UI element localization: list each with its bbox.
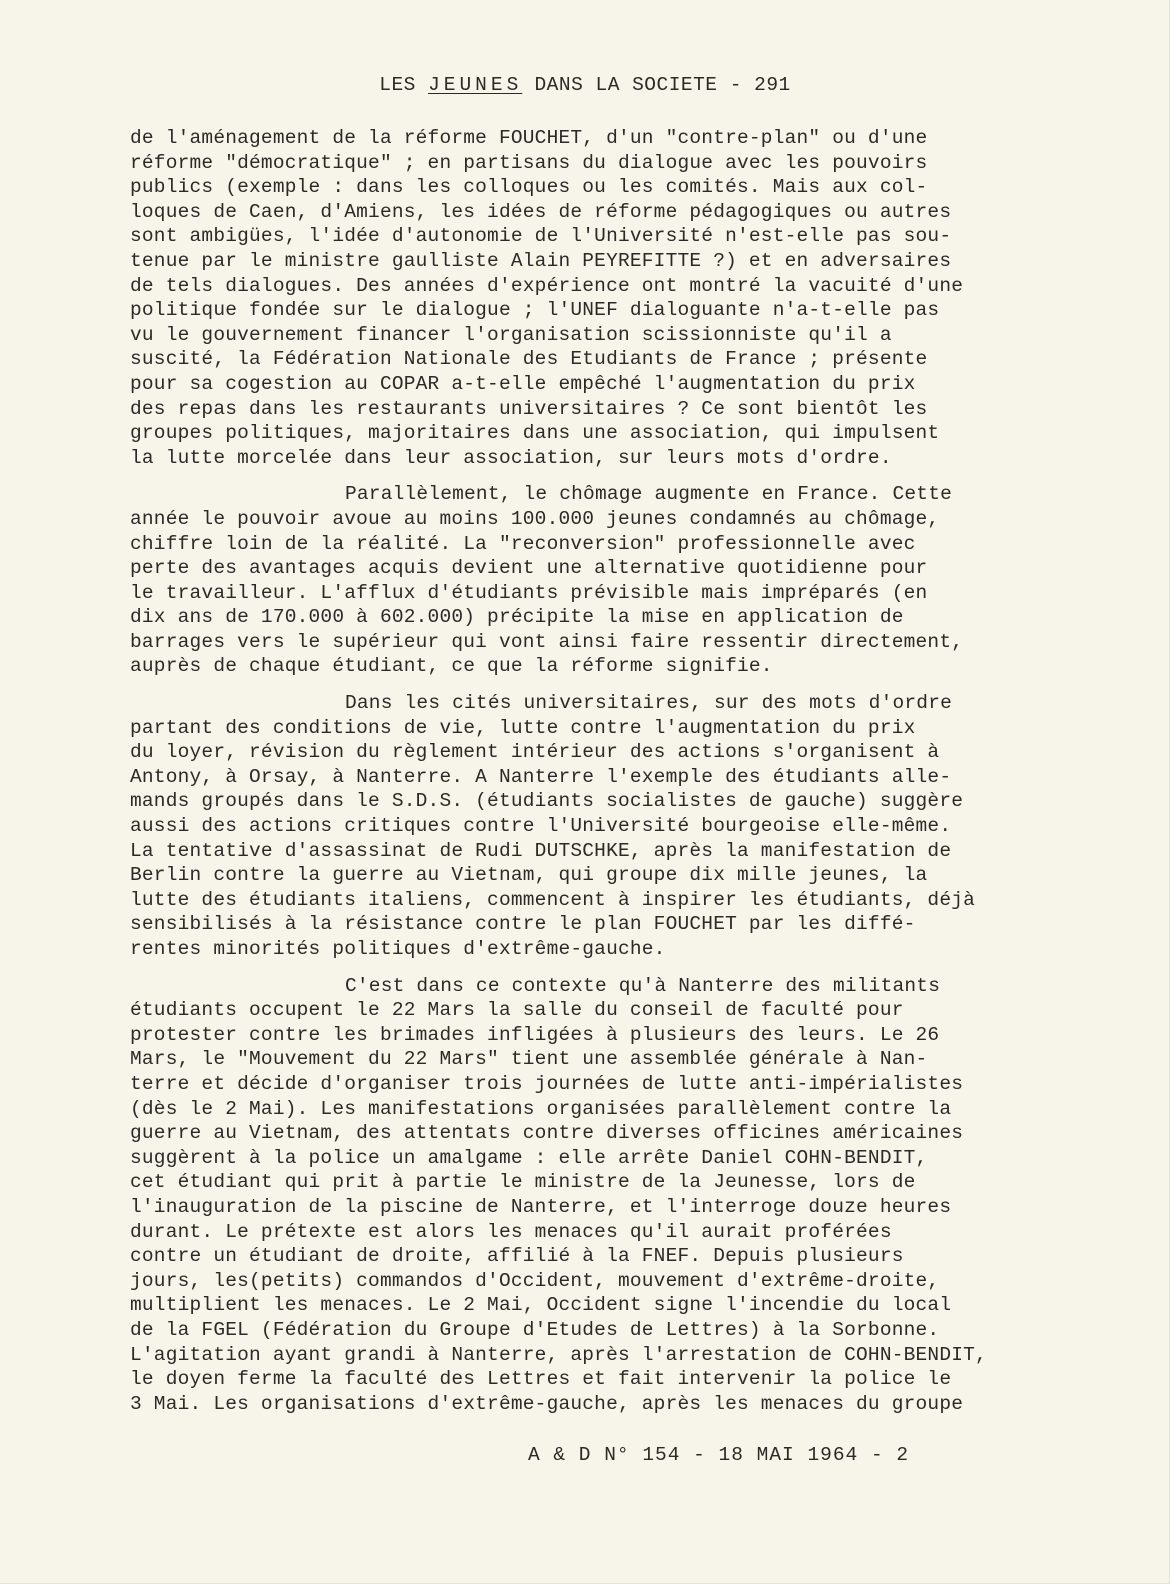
paragraph xyxy=(130,482,1046,679)
text-line: tenue par le ministre gaulliste Alain PEYREFITTE ?) et en adversaires xyxy=(130,249,952,272)
text-line: publics (exemple : dans les colloques ou les comités. Mais aux col- xyxy=(130,176,928,199)
text-line: l'inauguration de la piscine de Nanterre, et l'interroge douze heures xyxy=(130,1195,952,1218)
text-line: suggèrent à la police un amalgame : elle arrête Daniel COHN-BENDIT, xyxy=(130,1146,928,1169)
text-line: de la FGEL (Fédération du Groupe d'Etudes de Lettres) à la Sorbonne. xyxy=(130,1318,940,1341)
text-line: sont ambigües, l'idée d'autonomie de l'Université n'est-elle pas sou- xyxy=(130,225,952,248)
text-line: politique fondée sur le dialogue ; l'UNEF dialoguante n'a-t-elle pas xyxy=(130,299,940,322)
text-line: des repas dans les restaurants universitaires ? Ce sont bientôt les xyxy=(130,397,928,420)
text-line: aussi des actions critiques contre l'Université bourgeoise elle-même. xyxy=(130,815,952,838)
text-line: guerre au Vietnam, des attentats contre diverses officines américaines xyxy=(130,1122,964,1145)
text-line: chiffre loin de la réalité. La "reconversion" professionnelle avec xyxy=(130,532,916,555)
text-line: de tels dialogues. Des années d'expérience ont montré la vacuité d'une xyxy=(130,274,964,297)
paragraph-gap xyxy=(130,679,1046,691)
text-line: auprès de chaque étudiant, ce que la réforme signifie. xyxy=(130,655,773,678)
text-line: (dès le 2 Mai). Les manifestations organisées parallèlement contre la xyxy=(130,1097,952,1120)
text-line: 3 Mai. Les organisations d'extrême-gauche, après les menaces du groupe xyxy=(130,1392,964,1415)
text-line: L'agitation ayant grandi à Nanterre, après l'arrestation de COHN-BENDIT, xyxy=(130,1343,987,1366)
text-line: lutte des étudiants italiens, commencent à inspirer les étudiants, déjà xyxy=(130,888,976,911)
text-line: Parallèlement, le chômage augmente en France. Cette xyxy=(345,483,952,506)
text-line: Dans les cités universitaires, sur des mots d'ordre xyxy=(345,692,952,715)
text-line: de l'aménagement de la réforme FOUCHET, d'un "contre-plan" ou d'une xyxy=(130,127,928,149)
body-text xyxy=(130,126,1046,1416)
text-line: barrages vers le supérieur qui vont ainsi faire ressentir directement, xyxy=(130,630,964,653)
text-line: Antony, à Orsay, à Nanterre. A Nanterre l'exemple des étudiants alle- xyxy=(130,765,952,788)
text-line: le doyen ferme la faculté des Lettres et fait intervenir la police le xyxy=(130,1368,952,1391)
text-line: jours, les(petits) commandos d'Occident, mouvement d'extrême-droite, xyxy=(130,1269,940,1292)
text-line: protester contre les brimades infligées à plusieurs des leurs. Le 26 xyxy=(130,1023,940,1046)
text-line: étudiants occupent le 22 Mars la salle du conseil de faculté pour xyxy=(130,999,904,1022)
paragraph xyxy=(130,974,1046,1417)
paragraph xyxy=(130,126,1046,470)
text-line: la lutte morcelée dans leur association, sur leurs mots d'ordre. xyxy=(130,446,892,469)
text-line: partant des conditions de vie, lutte contre l'augmentation du prix xyxy=(130,716,916,739)
running-header xyxy=(0,74,1170,96)
text-line: le travailleur. L'afflux d'étudiants prévisible mais impréparés (en xyxy=(130,581,928,604)
text-line: pour sa cogestion au COPAR a-t-elle empêché l'augmentation du prix xyxy=(130,372,916,395)
text-line: suscité, la Fédération Nationale des Etudiants de France ; présente xyxy=(130,348,928,371)
paragraph-gap xyxy=(130,470,1046,482)
text-line: vu le gouvernement financer l'organisation scissionniste qu'il a xyxy=(130,323,892,346)
text-line: dix ans de 170.000 à 602.000) précipite la mise en application de xyxy=(130,606,904,629)
text-line: cet étudiant qui prit à partie le ministre de la Jeunesse, lors de xyxy=(130,1171,916,1194)
text-line: La tentative d'assassinat de Rudi DUTSCHKE, après la manifestation de xyxy=(130,839,952,862)
header-suffix: DANS LA SOCIETE - 291 xyxy=(522,74,791,96)
text-line: loques de Caen, d'Amiens, les idées de réforme pédagogiques ou autres xyxy=(130,200,952,223)
text-line: terre et décide d'organiser trois journées de lutte anti-impérialistes xyxy=(130,1072,964,1095)
header-underlined-word: JEUNES xyxy=(428,74,523,96)
text-line: C'est dans ce contexte qu'à Nanterre des militants xyxy=(345,974,941,997)
header-prefix: LES xyxy=(379,74,429,96)
page-footer: A & D N° 154 - 18 MAI 1964 - 2 xyxy=(528,1444,910,1466)
text-line: rentes minorités politiques d'extrême-gauche. xyxy=(130,938,666,960)
text-line: sensibilisés à la résistance contre le plan FOUCHET par les diffé- xyxy=(130,913,916,936)
text-line: année le pouvoir avoue au moins 100.000 jeunes condamnés au chômage, xyxy=(130,507,940,530)
paragraph xyxy=(130,691,1046,962)
text-line: perte des avantages acquis devient une alternative quotidienne pour xyxy=(130,557,928,580)
text-line: mands groupés dans le S.D.S. (étudiants socialistes de gauche) suggère xyxy=(130,790,964,813)
text-line: Mars, le "Mouvement du 22 Mars" tient une assemblée générale à Nan- xyxy=(130,1048,928,1071)
text-line: groupes politiques, majoritaires dans une association, qui impulsent xyxy=(130,422,940,445)
paragraph-gap xyxy=(130,962,1046,974)
text-line: du loyer, révision du règlement intérieur des actions s'organisent à xyxy=(130,741,940,764)
text-line: contre un étudiant de droite, affilié à la FNEF. Depuis plusieurs xyxy=(130,1245,904,1268)
text-line: durant. Le prétexte est alors les menaces qu'il aurait proférées xyxy=(130,1220,892,1243)
text-line: réforme "démocratique" ; en partisans du dialogue avec les pouvoirs xyxy=(130,151,928,174)
text-line: Berlin contre la guerre au Vietnam, qui groupe dix mille jeunes, la xyxy=(130,864,928,887)
text-line: multiplient les menaces. Le 2 Mai, Occident signe l'incendie du local xyxy=(130,1294,952,1317)
